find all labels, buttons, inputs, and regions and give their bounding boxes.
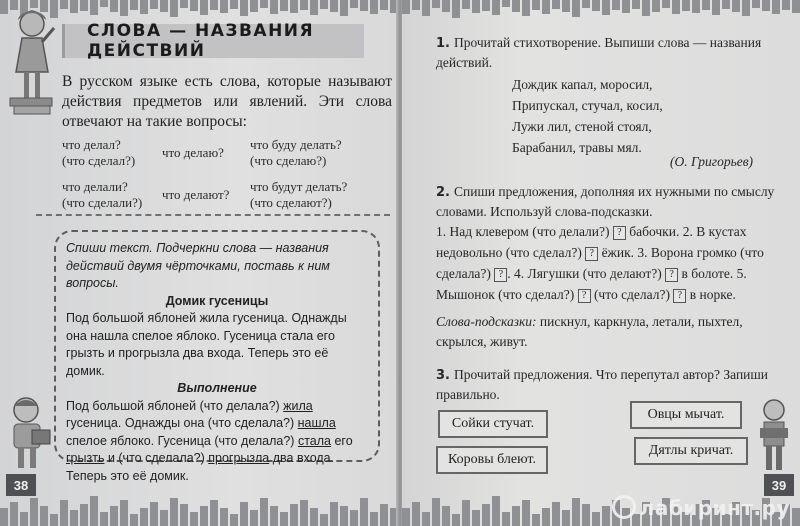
decor-bar (592, 0, 600, 11)
girl-illustration (4, 6, 56, 116)
decor-bar (522, 0, 530, 16)
decor-bar (532, 514, 540, 526)
sentence-segment: бабочки. 2. В кустах недовольно (что сделал?) (436, 224, 747, 260)
answer-box-4: Дятлы кричат. (634, 437, 748, 465)
task1-number: 1. (436, 36, 450, 51)
poem-line: Припускал, стучал, косил, (512, 98, 663, 113)
decor-bar (70, 510, 78, 526)
decor-bar (662, 0, 670, 8)
decor-bar (512, 0, 520, 12)
decor-bar (452, 0, 460, 18)
sentence-segment: . 4. Лягушки (что делают?) (507, 266, 666, 281)
decor-bar (452, 514, 460, 526)
decor-bar (200, 506, 208, 526)
decor-bar (482, 504, 490, 526)
decor-bar (60, 0, 68, 9)
task3-text: Прочитай предложения. Что перепутал автор? Запиши правильно. (436, 367, 769, 402)
decor-bar (502, 512, 510, 526)
decor-bar (562, 510, 570, 526)
decor-bar (210, 500, 218, 526)
question-cell: что делал? (что сделал?) (62, 137, 136, 168)
decor-bar (442, 506, 450, 526)
decor-bar (70, 0, 78, 13)
decor-bar (80, 0, 88, 11)
decor-bar (552, 502, 560, 526)
decor-bar (652, 0, 660, 12)
decor-bar (180, 504, 188, 526)
decor-bar (140, 508, 148, 526)
decor-bar (60, 500, 68, 526)
left-page (0, 0, 398, 526)
decor-bar (370, 0, 378, 14)
solution-segment: и (что сделала?) (104, 451, 209, 465)
decor-bar (270, 0, 278, 14)
decor-bar (90, 496, 98, 526)
decor-bar (340, 0, 348, 16)
sentence-segment: 1. Над клевером (что делали?) (436, 224, 613, 239)
exercise-instruction: Спиши текст. Подчеркни слова — названия действий двумя чёрточками, поставь к ним вопросы. (66, 241, 330, 290)
decor-bar (230, 0, 238, 9)
decor-bar (422, 0, 430, 16)
solution-segment: два входа. Теперь это её домик. (66, 451, 335, 483)
poem-author: (О. Григорьев) (670, 154, 754, 169)
decor-bar (370, 512, 378, 526)
task2-sentences (436, 221, 784, 305)
task1 (436, 34, 784, 72)
question-cell: что делают? (162, 187, 230, 202)
solution-text (66, 398, 368, 486)
decor-bar (412, 0, 420, 10)
blank-box: ? (578, 289, 591, 303)
task1-text: Прочитай стихотворение. Выпиши слова — названия действий. (436, 35, 762, 70)
decor-bar (572, 0, 580, 17)
section-title (62, 21, 364, 61)
decor-bar (722, 0, 730, 9)
decor-bar (360, 498, 368, 526)
decor-bar (632, 0, 640, 9)
decor-bar (290, 0, 298, 13)
decor-bar (682, 0, 690, 11)
decor-bar (270, 506, 278, 526)
bottom-decor-left (0, 496, 398, 526)
decor-bar (140, 0, 148, 14)
decor-bar (160, 510, 168, 526)
decor-bar (712, 0, 720, 15)
sentence-segment: в норке. (686, 287, 736, 302)
blank-box: ? (673, 289, 686, 303)
decor-bar (30, 498, 38, 526)
dashed-divider (36, 214, 390, 216)
decor-bar (310, 0, 318, 15)
decor-bar (100, 512, 108, 526)
decor-bar (542, 508, 550, 526)
solution-segment: спелое яблоко. Гусеница (что делала?) (66, 433, 298, 448)
question-cell: что делаю? (162, 145, 224, 160)
decor-bar (120, 500, 128, 526)
decor-bar (742, 0, 750, 16)
decor-bar (300, 0, 308, 10)
exercise-heading: Домик гусеницы (165, 293, 269, 308)
intro-paragraph: В русском языке есть слова, которые называют действия предметов или явлений. Эти слова отвечают на такие вопросы: (62, 73, 392, 130)
top-decor-right (402, 0, 800, 18)
decor-bar (150, 0, 158, 9)
section-title-text: СЛОВА — НАЗВАНИЯ ДЕЙСТВИЙ (87, 21, 315, 61)
decor-bar (522, 500, 530, 526)
decor-bar (672, 0, 680, 14)
question-cell: что делали? (что сделали?) (62, 179, 143, 210)
decor-bar (110, 506, 118, 526)
task2-hints (436, 312, 784, 352)
solution-segment: гусеница. Однажды она (что сделала?) (66, 416, 298, 430)
sentence-segment: (что сделал?) (590, 287, 674, 302)
poem (512, 74, 752, 158)
answer-box-1: Сойки стучат. (438, 410, 548, 438)
decor-bar (320, 514, 328, 526)
decor-bar (190, 0, 198, 11)
decor-bar (210, 0, 218, 10)
decor-bar (280, 512, 288, 526)
blank-box: ? (494, 268, 507, 282)
decor-bar (240, 0, 248, 16)
decor-bar (402, 508, 410, 526)
decor-bar (502, 0, 510, 7)
decor-bar (340, 506, 348, 526)
underlined-verb: жила (283, 398, 313, 413)
decor-bar (280, 0, 288, 11)
decor-bar (330, 502, 338, 526)
decor-bar (190, 512, 198, 526)
decor-bar (380, 504, 388, 526)
decor-bar (552, 0, 560, 9)
hints-words: пискнул, каркнула, летали, пыхтел, скрылся, живут. (436, 314, 743, 349)
decor-bar (462, 0, 470, 9)
solution-segment: его (330, 433, 353, 448)
decor-bar (622, 0, 630, 13)
decor-bar (492, 496, 500, 526)
girl-with-books-illustration (2, 394, 54, 474)
poem-line: Барабанил, травы мял. (512, 140, 642, 155)
decor-bar (792, 508, 800, 526)
task2-number: 2. (436, 185, 450, 200)
task2-text: Спиши предложения, дополняя их нужными по смыслу словами. Используй слова-подсказки. (436, 184, 775, 219)
decor-bar (300, 500, 308, 526)
decor-bar (602, 506, 610, 526)
decor-bar (260, 498, 268, 526)
decor-bar (360, 0, 368, 11)
decor-bar (562, 0, 570, 12)
decor-bar (250, 0, 258, 12)
decor-bar (582, 504, 590, 526)
right-page (402, 0, 800, 526)
decor-bar (80, 504, 88, 526)
poem-line: Дождик капал, моросил, (512, 77, 653, 92)
exercise-text: Под большой яблоней жила гусеница. Однажды она нашла спелое яблоко. Гусеница стала его грызть и прогрызла два входа. Теперь это её домик. (66, 311, 347, 378)
decor-bar (40, 506, 48, 526)
sentence-segment: ёжик. 3. Ворона громко (что сделала?) (436, 245, 764, 281)
decor-bar (482, 0, 490, 11)
decor-bar (692, 0, 700, 13)
decor-bar (462, 500, 470, 526)
decor-bar (50, 514, 58, 526)
blank-box: ? (613, 226, 626, 240)
decor-bar (100, 0, 108, 7)
decor-bar (702, 0, 710, 10)
decor-bar (350, 0, 358, 8)
decor-bar (330, 0, 338, 12)
decor-bar (472, 510, 480, 526)
decor-bar (492, 0, 500, 15)
boy-illustration (756, 398, 792, 476)
decor-bar (180, 0, 188, 8)
decor-bar (120, 0, 128, 16)
watermark-logo-icon (612, 495, 636, 519)
decor-bar (170, 498, 178, 526)
task3 (436, 366, 784, 404)
decor-bar (612, 0, 620, 10)
question-grid (62, 137, 392, 211)
answer-box-2: Овцы мычат. (630, 401, 742, 429)
blank-box: ? (665, 268, 678, 282)
decor-bar (582, 0, 590, 8)
question-cell: что будут делать? (что сделают?) (250, 179, 348, 210)
decor-bar (130, 0, 138, 10)
decor-bar (220, 0, 228, 13)
poem-line: Лужи лил, стеной стоял, (512, 119, 652, 134)
decor-bar (432, 498, 440, 526)
underlined-verb: стала (297, 433, 331, 448)
decor-bar (350, 510, 358, 526)
decor-bar (602, 0, 610, 15)
decor-bar (170, 0, 178, 17)
decor-bar (200, 0, 208, 15)
underlined-verb: нашла (297, 416, 336, 430)
decor-bar (512, 506, 520, 526)
decor-bar (752, 0, 760, 8)
decor-bar (320, 0, 328, 9)
hints-label: Слова-подсказки: (436, 314, 537, 329)
decor-bar (90, 0, 98, 15)
page-number-right: 39 (764, 474, 794, 496)
decor-bar (542, 0, 550, 14)
decor-bar (732, 0, 740, 12)
page-number-left: 38 (6, 474, 36, 496)
decor-bar (412, 502, 420, 526)
decor-bar (442, 0, 450, 12)
decor-bar (472, 0, 480, 13)
top-decor-left (0, 0, 398, 18)
decor-bar (290, 504, 298, 526)
decor-bar (220, 508, 228, 526)
watermark-text: лабиринт.ру (639, 496, 790, 520)
decor-bar (10, 502, 18, 526)
task3-number: 3. (436, 368, 450, 383)
decor-bar (792, 0, 800, 13)
solution-heading: Выполнение (177, 381, 257, 395)
decor-bar (260, 0, 268, 8)
decor-bar (160, 0, 168, 12)
decor-bar (422, 512, 430, 526)
decor-bar (230, 514, 238, 526)
answer-box-3: Коровы блеют. (436, 446, 548, 474)
decor-bar (250, 510, 258, 526)
decor-bar (772, 0, 780, 14)
decor-bar (782, 0, 790, 10)
decor-bar (402, 0, 410, 14)
exercise-box (54, 230, 380, 483)
underlined-verb: прогрызла (208, 451, 270, 465)
decor-bar (380, 0, 388, 10)
decor-bar (20, 512, 28, 526)
solution-segment: Под большой яблоней (что делала?) (66, 398, 284, 413)
decor-bar (0, 508, 8, 526)
underlined-verb: грызть (66, 451, 105, 465)
decor-bar (240, 502, 248, 526)
task2 (436, 183, 784, 221)
sentence-segment: в болоте. 5. Мышонок (что сделал?) (436, 266, 747, 302)
decor-bar (110, 0, 118, 12)
decor-bar (642, 0, 650, 16)
question-cell: что буду делать? (что сделаю?) (250, 137, 342, 168)
decor-bar (592, 512, 600, 526)
blank-box: ? (585, 247, 598, 261)
decor-bar (310, 508, 318, 526)
decor-bar (572, 498, 580, 526)
watermark (612, 495, 790, 520)
decor-bar (150, 502, 158, 526)
decor-bar (532, 0, 540, 10)
decor-bar (130, 514, 138, 526)
decor-bar (432, 0, 440, 8)
decor-bar (762, 0, 770, 11)
